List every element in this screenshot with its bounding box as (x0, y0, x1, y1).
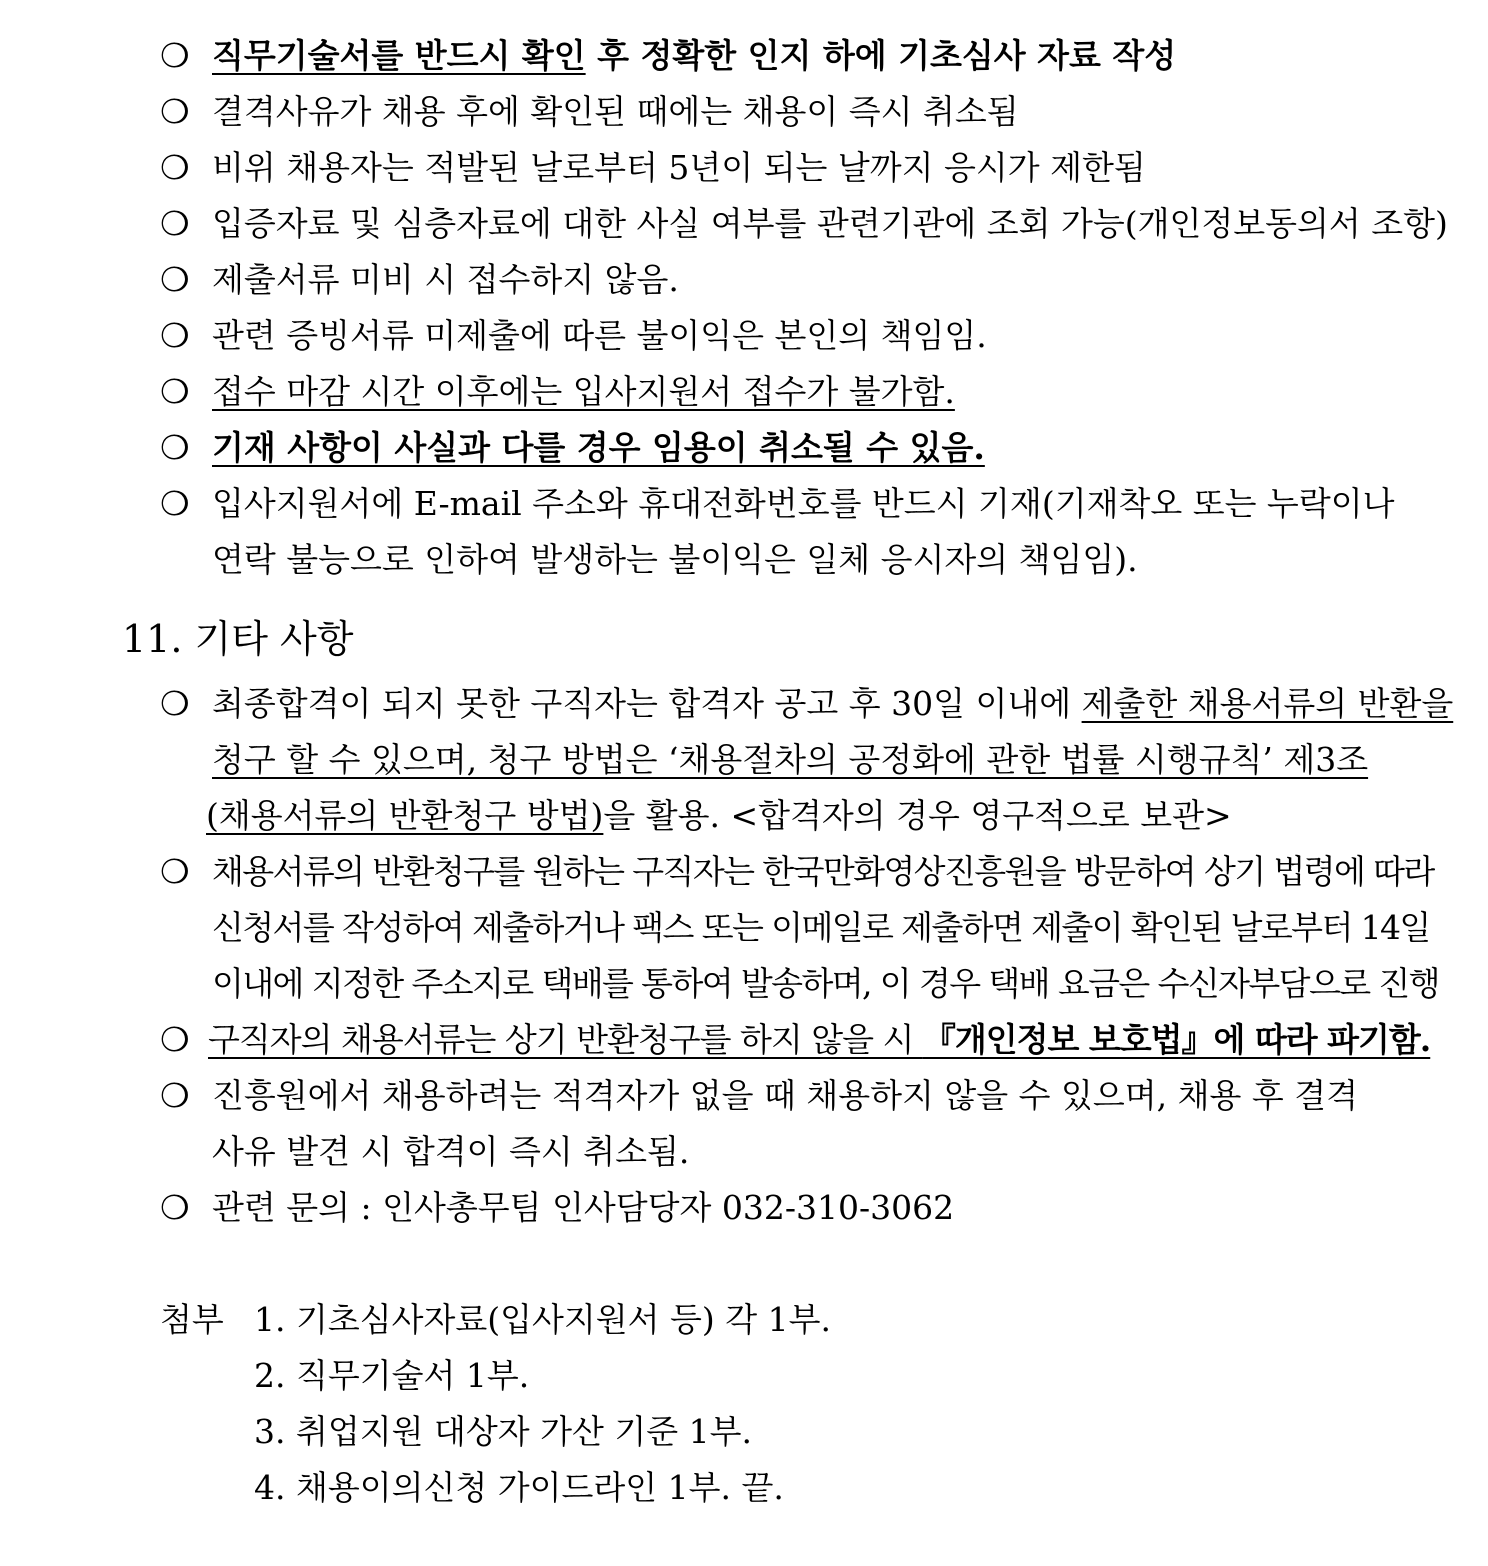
item-line (212, 84, 1019, 140)
item-text: 제출서류 미비 시 접수하지 않음. (212, 260, 679, 299)
item-text-underlined: (채용서류의 반환청구 방법) (206, 796, 604, 835)
attachment-item: 2. 직무기술서 1부. (254, 1356, 530, 1395)
item-line (206, 788, 1232, 844)
item-text-underlined: 직무기술서를 반드시 확인 (212, 36, 586, 75)
circle-bullet-icon: ❍ (160, 1076, 190, 1115)
item-text: 연락 불능으로 인하여 발생하는 불이익은 일체 응시자의 책임임). (212, 540, 1138, 579)
item-line (208, 1012, 1430, 1068)
circle-bullet-icon: ❍ (160, 684, 190, 723)
item-line: 진흥원에서 채용하려는 적격자가 없을 때 채용하지 않을 수 있으며, 채용 후 결격 (212, 1076, 1358, 1115)
item-text: 비위 채용자는 적발된 날로부터 5년이 되는 날까지 응시가 제한됨 (212, 148, 1146, 187)
item-line (212, 252, 679, 308)
item-line: 신청서를 작성하여 제출하거나 팩스 또는 이메일로 제출하면 제출이 확인된 날로부터 14일 (212, 908, 1430, 947)
circle-bullet-icon: ❍ (160, 92, 190, 131)
section-heading: 11. 기타 사항 (122, 617, 354, 661)
item-line (212, 196, 1448, 252)
item-text-underlined: 접수 마감 시간 이후에는 입사지원서 접수가 불가함. (212, 372, 955, 411)
item-text: 입사지원서에 E-mail 주소와 휴대전화번호를 반드시 기재(기재착오 또는 누락이나 (212, 484, 1395, 523)
attachment-item: 1. 기초심사자료(입사지원서 등) 각 1부. (254, 1300, 831, 1339)
item-text: 을 활용. <합격자의 경우 영구적으로 보관> (603, 796, 1232, 835)
item-line (212, 532, 1138, 588)
circle-bullet-icon: ❍ (160, 260, 190, 299)
item-line: 이내에 지정한 주소지로 택배를 통하여 발송하며, 이 경우 택배 요금은 수신자부담으로 진행 (212, 964, 1439, 1003)
circle-bullet-icon: ❍ (160, 372, 190, 411)
item-text: 후 정확한 인지 하에 기초심사 자료 작성 (585, 36, 1177, 75)
item-line (212, 476, 1394, 532)
circle-bullet-icon: ❍ (160, 1020, 190, 1059)
item-line (212, 676, 1453, 732)
item-line (212, 420, 985, 476)
circle-bullet-icon: ❍ (160, 852, 190, 891)
circle-bullet-icon: ❍ (160, 316, 190, 355)
item-line (212, 308, 987, 364)
item-text: 구직자의 채용서류는 상기 반환청구를 하지 않을 시 (208, 1020, 923, 1059)
circle-bullet-icon: ❍ (160, 204, 190, 243)
item-line (212, 28, 1176, 84)
item-line: 사유 발견 시 합격이 즉시 취소됨. (212, 1132, 690, 1171)
item-line (212, 140, 1146, 196)
circle-bullet-icon: ❍ (160, 148, 190, 187)
attachment-item: 4. 채용이의신청 가이드라인 1부. 끝. (254, 1468, 784, 1507)
circle-bullet-icon: ❍ (160, 428, 190, 467)
item-text-bold: 『개인정보 보호법』에 따라 파기함. (922, 1020, 1431, 1059)
circle-bullet-icon: ❍ (160, 36, 190, 75)
attachment-item: 3. 취업지원 대상자 가산 기준 1부. (254, 1412, 752, 1451)
item-text: 최종합격이 되지 못한 구직자는 합격자 공고 후 30일 이내에 (212, 684, 1082, 723)
attachment-label: 첨부 (160, 1300, 224, 1339)
item-text-underlined: 제출한 채용서류의 반환을 (1081, 684, 1454, 723)
item-line: 관련 문의 : 인사총무팀 인사담당자 032-310-3062 (212, 1188, 955, 1227)
item-line (212, 364, 955, 420)
item-text: 관련 증빙서류 미제출에 따른 불이익은 본인의 책임임. (212, 316, 987, 355)
circle-bullet-icon: ❍ (160, 484, 190, 523)
item-text: 입증자료 및 심층자료에 대한 사실 여부를 관련기관에 조회 가능(개인정보동의서 조항) (212, 204, 1448, 243)
item-text-underlined: 기재 사항이 사실과 다를 경우 임용이 취소될 수 있음. (212, 428, 985, 467)
item-text: 결격사유가 채용 후에 확인된 때에는 채용이 즉시 취소됨 (212, 92, 1019, 131)
item-line: 청구 할 수 있으며, 청구 방법은 ‘채용절차의 공정화에 관한 법률 시행규칙’ 제3조 (212, 740, 1369, 779)
item-line: 채용서류의 반환청구를 원하는 구직자는 한국만화영상진흥원을 방문하여 상기 법령에 따라 (212, 852, 1434, 891)
circle-bullet-icon: ❍ (160, 1188, 190, 1227)
